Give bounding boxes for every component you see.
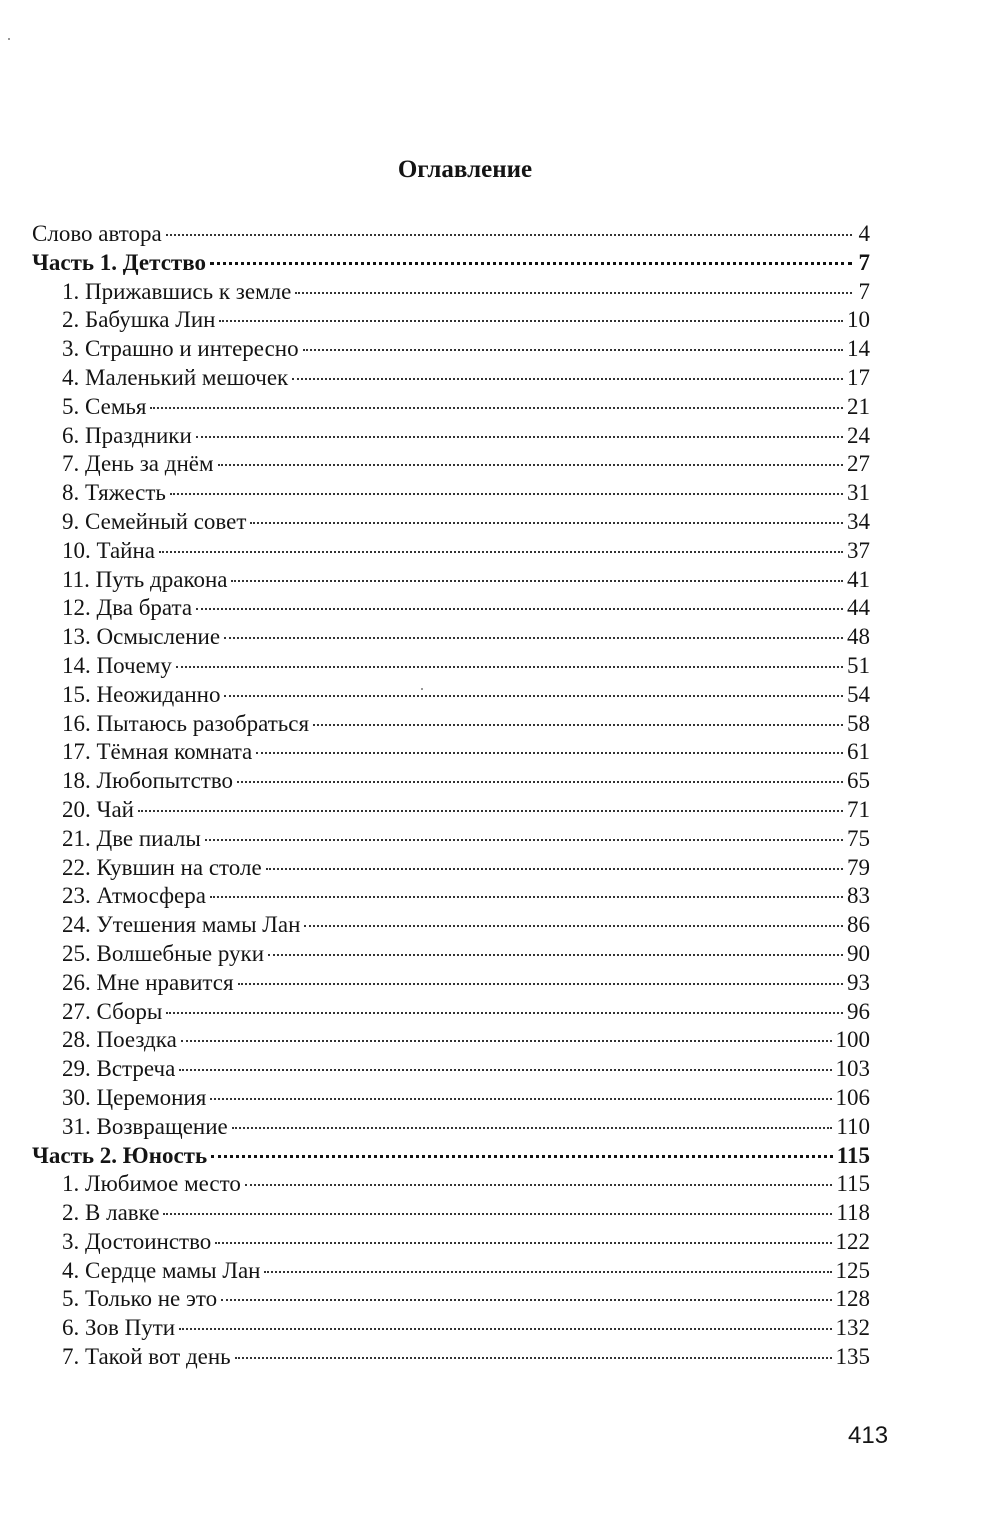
dot-leader [210, 261, 852, 265]
toc-entry [32, 1314, 870, 1343]
dot-leader [215, 1241, 831, 1244]
toc-entry [32, 306, 870, 335]
dot-leader [159, 550, 843, 553]
toc-entry-title: 10. Тайна [62, 537, 156, 563]
dot-leader [264, 1270, 831, 1273]
toc-entry-page: 7 [858, 249, 870, 275]
toc-entry [32, 278, 870, 307]
toc-entry-title: 12. Два брата [62, 595, 193, 621]
toc-entry [32, 1199, 870, 1228]
toc-entry-title: 4. Сердце мамы Лан [62, 1257, 261, 1283]
toc-entry [32, 882, 870, 911]
dot-leader [138, 809, 843, 812]
toc-entry-page: 10 [847, 307, 870, 333]
toc-entry-title: 17. Тёмная комната [62, 739, 253, 765]
toc-entry-title: Часть 2. Юность [32, 1142, 208, 1168]
dot-leader [196, 435, 843, 438]
toc-entry-page: 14 [847, 336, 870, 362]
toc-entry [32, 1343, 870, 1372]
toc-entry [32, 940, 870, 969]
toc-entry [32, 479, 870, 508]
toc-entry-title: 30. Церемония [62, 1084, 207, 1110]
toc-entry-title: 5. Только не это [62, 1286, 218, 1312]
toc-part-heading [32, 249, 870, 278]
dot-leader [166, 1011, 843, 1014]
toc-entry-title: 9. Семейный совет [62, 508, 247, 534]
toc-entry-page: 128 [835, 1286, 870, 1312]
toc-entry-page: 75 [847, 825, 870, 851]
toc-entry-page: 61 [847, 739, 870, 765]
toc-entry [32, 738, 870, 767]
toc-entry-page: 79 [847, 854, 870, 880]
toc-entry [32, 1084, 870, 1113]
toc-entry-page: 65 [847, 768, 870, 794]
dot-leader [218, 463, 843, 466]
toc-entry-title: 13. Осмысление [62, 624, 221, 650]
toc-entry [32, 1228, 870, 1257]
page-number: 413 [848, 1422, 889, 1449]
toc-entry-page: 86 [847, 912, 870, 938]
dot-leader [303, 348, 843, 351]
toc-entry [32, 998, 870, 1027]
toc-entry-page: 122 [835, 1228, 870, 1254]
toc-entry [32, 767, 870, 796]
dot-leader [313, 723, 843, 726]
dot-leader [210, 895, 843, 898]
dot-leader [219, 319, 843, 322]
toc-entry-page: 58 [847, 710, 870, 736]
toc-entry [32, 335, 870, 364]
toc-entry-page: 90 [847, 940, 870, 966]
toc-entry [32, 854, 870, 883]
scan-speck [8, 38, 10, 40]
toc-entry [32, 1257, 870, 1286]
toc-entry-page: 96 [847, 998, 870, 1024]
dot-leader [181, 1039, 832, 1042]
dot-leader [205, 838, 843, 841]
dot-leader [235, 1356, 832, 1359]
toc-entry-page: 118 [836, 1200, 870, 1226]
toc-entry-page: 31 [847, 480, 870, 506]
dot-leader [166, 233, 852, 236]
toc-entry-page: 100 [835, 1027, 870, 1053]
toc-entry [32, 1055, 870, 1084]
toc-entry-page: 4 [858, 221, 870, 246]
toc-entry-title: 18. Любопытство [62, 768, 234, 794]
toc-entry-page: 132 [835, 1315, 870, 1341]
dot-leader [237, 780, 843, 783]
toc-entry-title: 11. Путь дракона [62, 566, 228, 592]
toc-entry-page: 93 [847, 969, 870, 995]
toc-entry-title: 1. Любимое место [62, 1171, 241, 1197]
toc-entry-title: 22. Кувшин на столе [62, 854, 262, 880]
toc-entry-title: 3. Достоинство [62, 1228, 212, 1254]
toc-entry-title: 15. Неожиданно [62, 681, 221, 707]
toc-entry-page: 51 [847, 652, 870, 678]
dot-leader [266, 867, 843, 870]
toc-entry-title: 8. Тяжесть [62, 480, 166, 506]
toc-entry-page: 48 [847, 624, 870, 650]
toc-entry-title: 6. Праздники [62, 422, 192, 448]
toc-entry [32, 393, 870, 422]
dot-leader [245, 1183, 832, 1186]
toc-entry-page: 115 [836, 1142, 870, 1168]
dot-leader [210, 1097, 831, 1100]
dot-leader [295, 291, 852, 294]
toc-entry [32, 422, 870, 451]
table-of-contents [32, 220, 870, 1372]
dot-leader [179, 1068, 831, 1071]
toc-entry-title: Часть 1. Детство [32, 249, 206, 275]
dot-leader [221, 1298, 831, 1301]
toc-entry [32, 1170, 870, 1199]
toc-entry-title: Слово автора [32, 221, 162, 246]
toc-entry [32, 710, 870, 739]
toc-entry-page: 24 [847, 422, 870, 448]
toc-entry [32, 1113, 870, 1142]
dot-leader [211, 1154, 833, 1158]
toc-entry [32, 969, 870, 998]
toc-entry-title: 4. Маленький мешочек [62, 364, 289, 390]
dot-leader [170, 492, 843, 495]
toc-entry-page: 115 [836, 1171, 870, 1197]
toc-entry-title: 7. Такой вот день [62, 1344, 231, 1370]
toc-entry [32, 623, 870, 652]
dot-leader [150, 406, 843, 409]
dot-leader [238, 982, 843, 985]
toc-entry-title: 6. Зов Пути [62, 1315, 176, 1341]
dot-leader [231, 579, 843, 582]
toc-entry-title: 28. Поездка [62, 1027, 177, 1053]
toc-part-heading [32, 1142, 870, 1171]
toc-entry-title: 24. Утешения мамы Лан [62, 912, 301, 938]
dot-leader [163, 1212, 832, 1215]
toc-entry [32, 566, 870, 595]
toc-entry [32, 652, 870, 681]
toc-entry-title: 3. Страшно и интересно [62, 336, 299, 362]
toc-entry-page: 54 [847, 681, 870, 707]
toc-entry [32, 796, 870, 825]
dot-leader [304, 924, 843, 927]
dot-leader [292, 377, 843, 380]
toc-entry-page: 106 [835, 1084, 870, 1110]
toc-entry [32, 220, 870, 249]
dot-leader [232, 1126, 833, 1129]
toc-entry-page: 17 [847, 364, 870, 390]
toc-entry [32, 450, 870, 479]
toc-entry-title: 25. Волшебные руки [62, 940, 265, 966]
toc-entry-page: 27 [847, 451, 870, 477]
toc-entry-page: 110 [836, 1113, 870, 1139]
toc-entry-page: 34 [847, 508, 870, 534]
toc-entry-page: 71 [847, 796, 870, 822]
toc-entry-title: 5. Семья [62, 393, 147, 419]
toc-entry [32, 364, 870, 393]
dot-leader [224, 636, 843, 639]
toc-entry [32, 508, 870, 537]
toc-entry-title: 31. Возвращение [62, 1113, 228, 1139]
toc-entry-page: 125 [835, 1257, 870, 1283]
toc-entry-title: 16. Пытаюсь разобраться [62, 710, 310, 736]
dot-leader [256, 751, 843, 754]
dot-leader [196, 607, 843, 610]
toc-entry-title: 2. В лавке [62, 1200, 160, 1226]
scan-speck [421, 688, 423, 690]
toc-entry-title: 7. День за днём [62, 451, 214, 477]
toc-entry [32, 537, 870, 566]
toc-entry-title: 21. Две пиалы [62, 825, 201, 851]
toc-entry-page: 41 [847, 566, 870, 592]
toc-entry-title: 14. Почему [62, 652, 172, 678]
toc-entry [32, 594, 870, 623]
toc-entry [32, 1026, 870, 1055]
toc-entry [32, 825, 870, 854]
toc-entry-title: 1. Прижавшись к земле [62, 278, 292, 304]
dot-leader [268, 953, 843, 956]
toc-entry-page: 37 [847, 537, 870, 563]
toc-entry-title: 20. Чай [62, 796, 134, 822]
toc-entry-page: 7 [858, 278, 870, 304]
dot-leader [179, 1327, 831, 1330]
dot-leader [176, 665, 843, 668]
toc-entry-title: 26. Мне нравится [62, 969, 234, 995]
toc-entry [32, 681, 870, 710]
toc-entry-title: 2. Бабушка Лин [62, 307, 216, 333]
toc-entry-title: 23. Атмосфера [62, 883, 206, 909]
toc-entry-title: 29. Встреча [62, 1056, 176, 1082]
page-title: Оглавление [397, 156, 533, 183]
toc-entry-page: 135 [835, 1344, 870, 1370]
toc-entry-page: 44 [847, 595, 870, 621]
toc-entry-page: 103 [835, 1056, 870, 1082]
toc-entry-title: 27. Сборы [62, 998, 163, 1024]
toc-entry-page: 21 [847, 393, 870, 419]
dot-leader [224, 694, 843, 697]
dot-leader [250, 521, 843, 524]
toc-entry [32, 911, 870, 940]
toc-entry [32, 1285, 870, 1314]
toc-entry-page: 83 [847, 883, 870, 909]
